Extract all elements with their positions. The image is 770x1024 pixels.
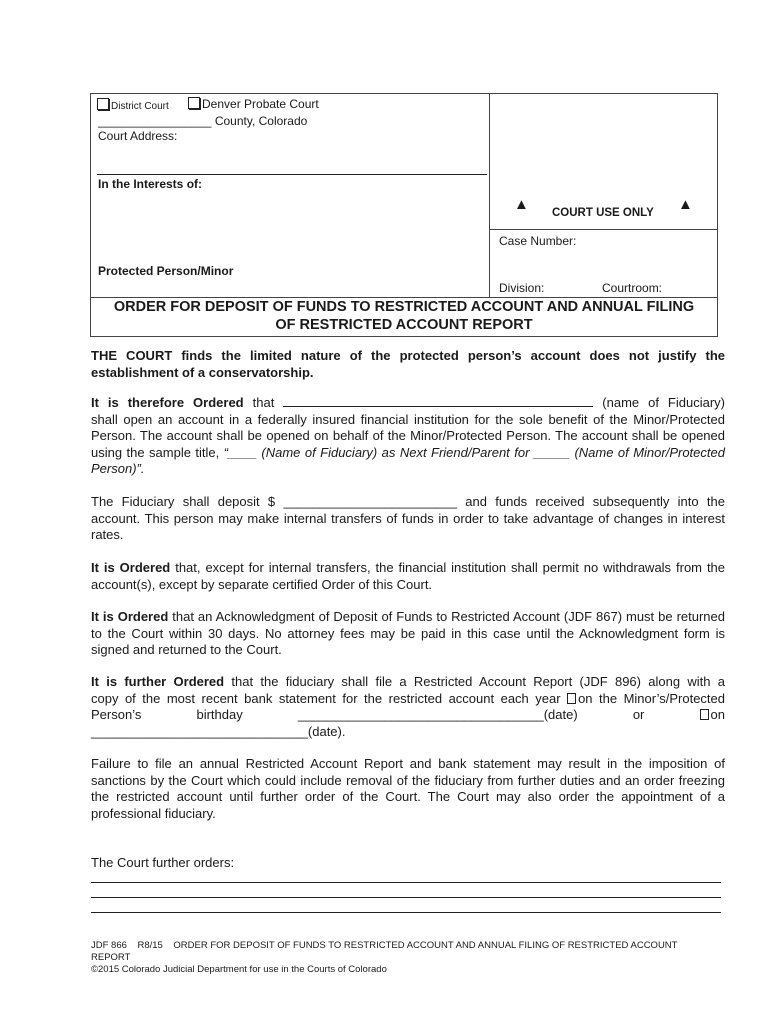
birthday-option-checkbox[interactable] bbox=[567, 693, 576, 704]
ordered-first-line bbox=[91, 395, 725, 412]
report-on: on bbox=[710, 707, 725, 723]
further-orders-line-3[interactable] bbox=[91, 912, 721, 913]
report-paragraph bbox=[91, 674, 725, 740]
report-date2: (date). bbox=[307, 723, 346, 739]
further-orders-line-2[interactable] bbox=[91, 897, 721, 898]
county-label: County, Colorado bbox=[214, 114, 308, 128]
sample-title-part1: “____ (Name of Fiduciary) as Next Friend/Parent for bbox=[223, 444, 530, 460]
footer-form-id: JDF 866 bbox=[91, 940, 127, 951]
acknowledgment-paragraph bbox=[91, 609, 725, 659]
report-line-3 bbox=[91, 707, 725, 724]
fiduciary-label: (name of Fiduciary) bbox=[602, 395, 725, 410]
sample-title-part2: _____ (Name of Minor/Protected Person)”. bbox=[91, 444, 725, 477]
caption-divider bbox=[489, 93, 490, 298]
case-number-label: Case Number: bbox=[499, 234, 577, 248]
footer-revision: R8/15 bbox=[137, 940, 163, 951]
report-persons: Person’s bbox=[91, 707, 142, 723]
report-line2-text: copy of the most recent bank statement for the restricted account each year bbox=[91, 690, 561, 706]
probate-court-checkbox[interactable] bbox=[188, 97, 200, 109]
court-use-only: COURT USE ONLY bbox=[552, 207, 654, 219]
failure-paragraph: Failure to file an annual Restricted Account Report and bank statement may result in the imposition of sanctions by the Court which could include removal of the fiduciary from further duties and an order freezing the restricted account until further order of the Court. The Court may also order the appointment of a professional fiduciary. bbox=[91, 756, 725, 821]
acknowledgment-rest: that an Acknowledgment of Deposit of Funds to Restricted Account (JDF 867) must be returned to the Court within 30 days. No attorney fees may be paid in this case until the Acknowledgment form is signed and returned to the Court. bbox=[91, 609, 725, 658]
report-option1-text: on the Minor’s/Protected bbox=[578, 690, 725, 706]
probate-court-label: Denver Probate Court bbox=[202, 97, 319, 111]
deposit-rest: and funds received subsequently into the account. This person may make internal transfers of funds in order to take advantage of changes in interest rates. bbox=[91, 494, 725, 543]
deposit-paragraph bbox=[91, 494, 725, 544]
report-line-2 bbox=[91, 691, 725, 708]
up-arrow-left-icon: ▲ bbox=[514, 196, 529, 213]
probate-court-option[interactable] bbox=[188, 97, 319, 111]
district-court-checkbox[interactable] bbox=[97, 98, 109, 110]
acknowledgment-lead: It is Ordered bbox=[91, 609, 169, 624]
report-date1: (date) bbox=[543, 707, 578, 723]
withdrawal-rest: that, except for internal transfers, the financial institution shall permit no withdrawals from the account(s), except by separate certified Order of this Court. bbox=[91, 560, 726, 592]
court-address-label: Court Address: bbox=[98, 129, 178, 143]
further-orders-label: The Court further orders: bbox=[91, 855, 235, 870]
ordered-paragraph bbox=[91, 395, 725, 478]
district-court-option[interactable] bbox=[97, 98, 169, 112]
ordered-rest: shall open an account in a federally insured financial institution for the sole benefit of the Minor/Protected Person. The account shall be opened on behalf of the Minor/Protected Person. The account shall be opened using the sample title, bbox=[91, 411, 725, 460]
report-line1-text: that the fiduciary shall file a Restricted Account Report (JDF 896) along with a bbox=[231, 674, 726, 689]
up-arrow-right-icon: ▲ bbox=[678, 196, 693, 213]
deposit-start: The Fiduciary shall deposit $ bbox=[91, 494, 276, 509]
report-or: or bbox=[632, 707, 645, 723]
footer-copyright: ©2015 Colorado Judicial Department for use in the Courts of Colorado bbox=[91, 964, 387, 975]
court-address-line[interactable] bbox=[97, 174, 487, 175]
title-line-2: OF RESTRICTED ACCOUNT REPORT bbox=[275, 317, 533, 333]
court-finding: THE COURT finds the limited nature of the protected person’s account does not justify the establishment of a conservatorship. bbox=[91, 348, 725, 380]
ordered-that: that bbox=[252, 395, 275, 410]
district-court-label: District Court bbox=[111, 101, 169, 112]
report-lead: It is further Ordered bbox=[91, 674, 225, 689]
county-blank[interactable]: _________________ bbox=[98, 114, 212, 128]
footer-form-title: ORDER FOR DEPOSIT OF FUNDS TO RESTRICTED ACCOUNT AND ANNUAL FILING OF RESTRICTED ACCOUNT bbox=[173, 940, 678, 951]
further-orders-line-1[interactable] bbox=[91, 882, 721, 883]
ordered-lead: It is therefore Ordered bbox=[91, 395, 244, 410]
courtroom-label: Courtroom: bbox=[602, 281, 663, 295]
alternate-date-blank[interactable]: ______________________________ bbox=[91, 723, 308, 739]
division-label: Division: bbox=[499, 281, 545, 295]
fiduciary-name-blank[interactable] bbox=[283, 395, 593, 407]
case-divider bbox=[489, 229, 718, 230]
report-birthday: birthday bbox=[196, 707, 243, 723]
in-interests-label: In the Interests of: bbox=[98, 177, 203, 191]
protected-person-label: Protected Person/Minor bbox=[98, 264, 234, 278]
report-line-1 bbox=[91, 674, 725, 691]
title-line-1: ORDER FOR DEPOSIT OF FUNDS TO RESTRICTED ACCOUNT AND ANNUAL FILING bbox=[113, 299, 695, 315]
footer-line-1 bbox=[91, 940, 731, 952]
footer-form-title-cont: REPORT bbox=[91, 952, 131, 963]
deposit-amount-blank[interactable]: ________________________ bbox=[283, 494, 457, 509]
page-title bbox=[90, 297, 718, 334]
withdrawal-lead: It is Ordered bbox=[91, 560, 171, 575]
birthday-date-blank[interactable]: __________________________________ bbox=[297, 707, 544, 723]
date-option-checkbox[interactable] bbox=[700, 709, 709, 720]
county-line bbox=[98, 114, 307, 128]
report-line-4 bbox=[91, 724, 345, 739]
withdrawal-paragraph bbox=[91, 560, 725, 593]
page-footer bbox=[91, 940, 731, 976]
